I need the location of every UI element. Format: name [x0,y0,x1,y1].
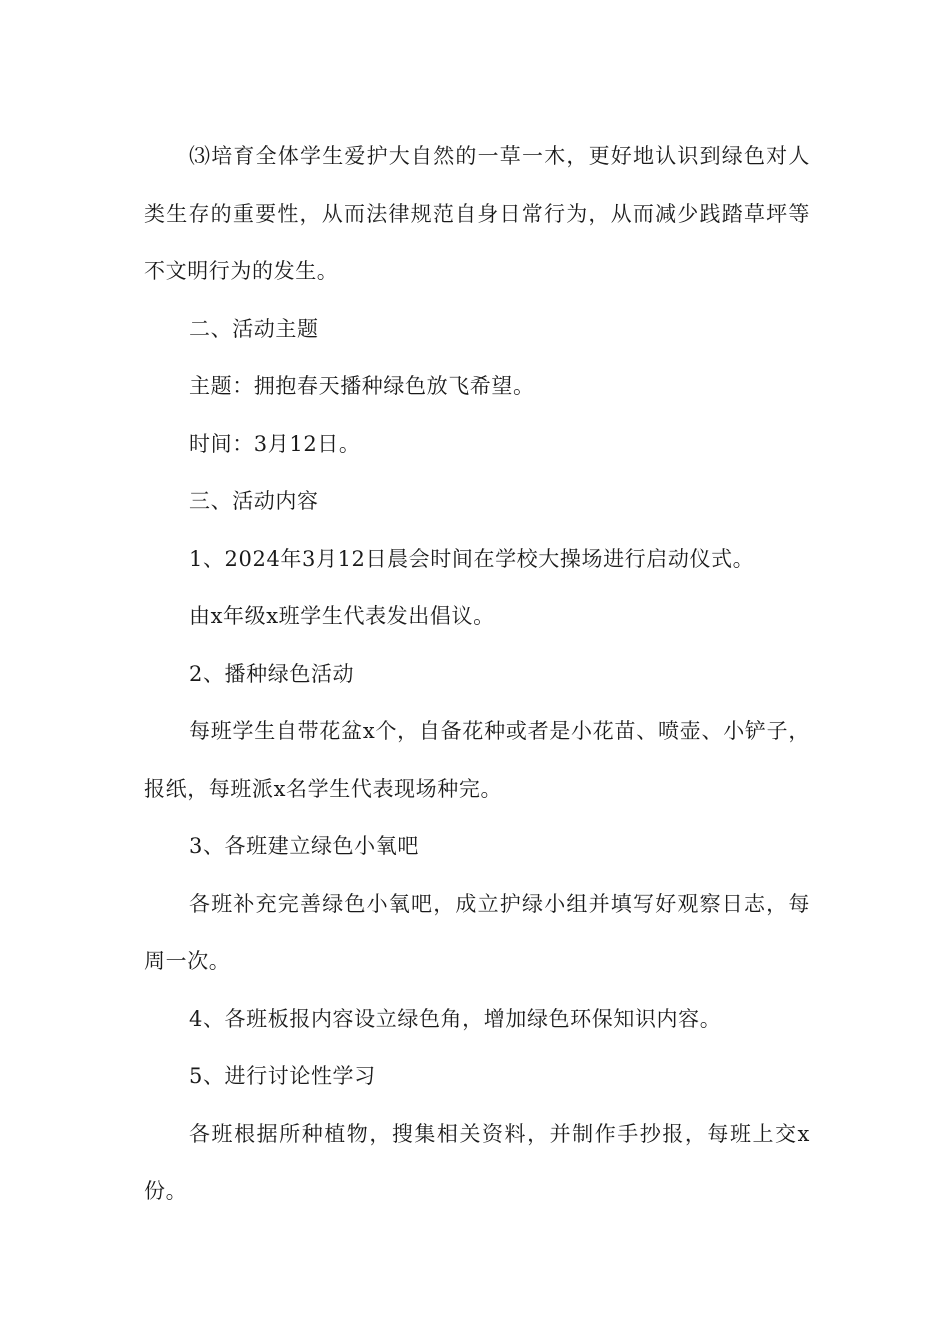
item-2-sowing-green: 2、播种绿色活动 [189,661,355,686]
paragraph-proposal: 由x年级x班学生代表发出倡议。 [189,604,495,628]
paragraph-theme: 主题：拥抱春天播种绿色放飞希望。 [189,374,535,398]
paragraph-sowing-details: 每班学生自带花盆x个，自备花种或者是小花苗、喷壶、小铲子，报纸，每班派x名学生代表现场种完。 [144,719,810,801]
item-1-launch-ceremony: 1、2024年3月12日晨会时间在学校大操场进行启动仪式。 [189,546,755,571]
item-5-research-learning: 5、进行讨论性学习 [189,1064,376,1088]
heading-activity-theme: 二、活动主题 [189,316,319,341]
paragraph-goal-3: ⑶培育全体学生爱护大自然的一草一木，更好地认识到绿色对人类生存的重要性，从而法律规范自身日常行为，从而减少践踏草坪等不文明行为的发生。 [144,144,810,283]
item-3-green-oxygen-bar: 3、各班建立绿色小氧吧 [189,834,419,858]
item-4-blackboard: 4、各班板报内容设立绿色角，增加绿色环保知识内容。 [189,1006,722,1031]
paragraph-oxygen-bar-details: 各班补充完善绿色小氧吧，成立护绿小组并填写好观察日志，每周一次。 [144,891,810,973]
paragraph-time: 时间：3月12日。 [189,431,361,456]
paragraph-research-details: 各班根据所种植物，搜集相关资料，并制作手抄报，每班上交x份。 [144,1121,810,1203]
document-body [144,128,810,1221]
heading-activity-content: 三、活动内容 [189,489,319,513]
